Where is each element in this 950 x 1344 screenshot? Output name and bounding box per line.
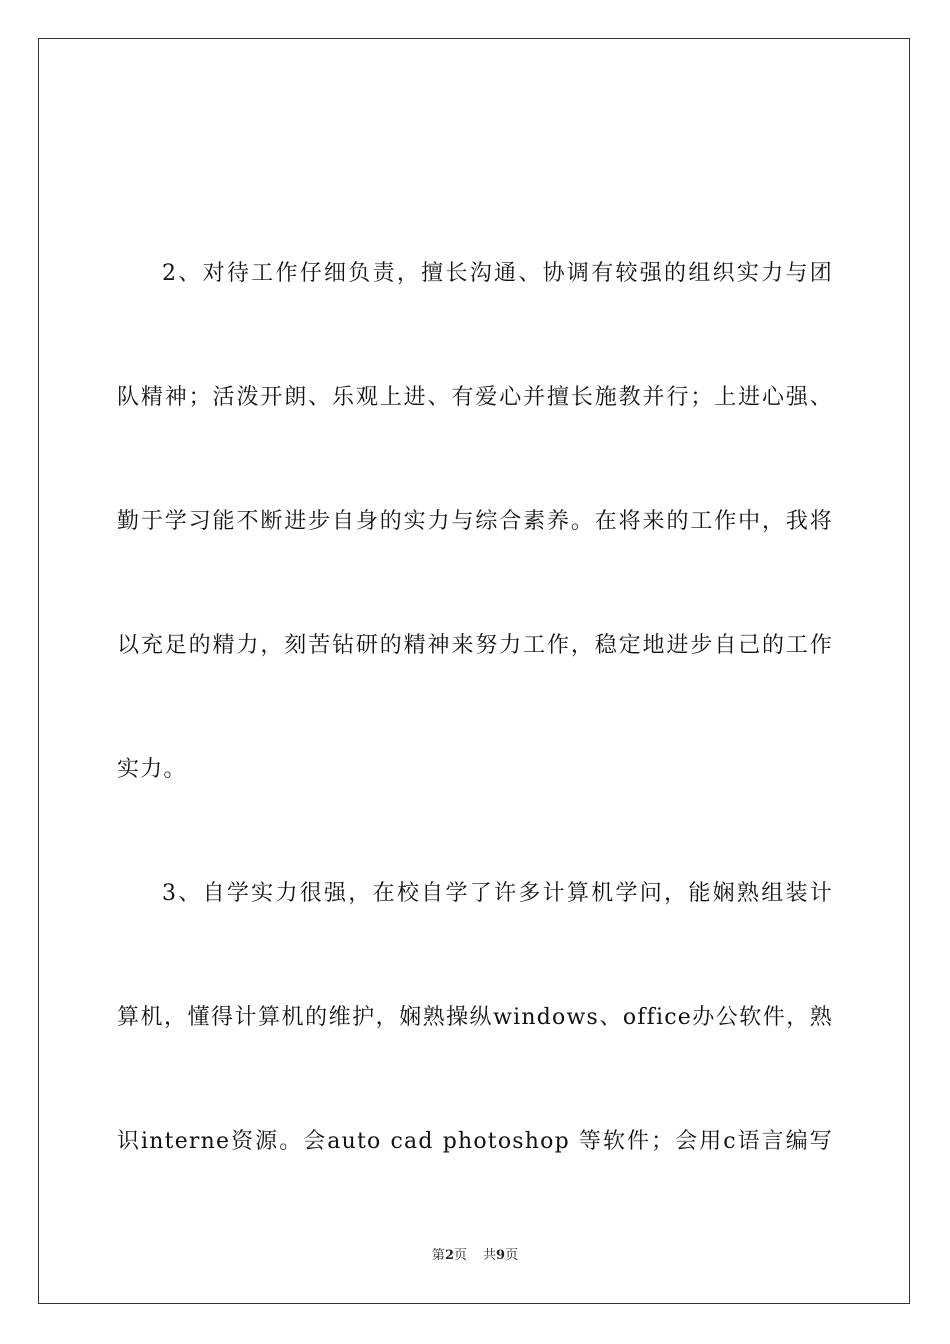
page-suffix: 页 [453, 1248, 467, 1263]
paragraph-line: 勤于学习能不断进步自身的实力与综合素养。在将来的工作中，我将 [117, 509, 833, 534]
paragraph-line: 算机，懂得计算机的维护，娴熟操纵windows、office办公软件，熟 [117, 1005, 833, 1030]
total-prefix: 共 [483, 1248, 497, 1263]
page-footer [0, 1246, 950, 1266]
paragraph-line: 2、对待工作仔细负责，擅长沟通、协调有较强的组织实力与团 [162, 261, 833, 286]
paragraph-line: 以充足的精力，刻苦钻研的精神来努力工作，稳定地进步自己的工作 [117, 633, 833, 658]
paragraph-line: 队精神；活泼开朗、乐观上进、有爱心并擅长施教并行；上进心强、 [117, 385, 833, 410]
page-total: 9 [496, 1248, 506, 1263]
paragraph-line: 3、自学实力很强，在校自学了许多计算机学问，能娴熟组装计 [162, 881, 833, 906]
total-suffix: 页 [505, 1248, 519, 1263]
page-border [38, 38, 910, 1304]
page-prefix: 第 [431, 1248, 445, 1263]
page-current: 2 [444, 1248, 454, 1263]
paragraph-line: 识interne资源。会auto cad photoshop 等软件；会用c语言编写 [117, 1129, 833, 1154]
paragraph-line: 实力。 [117, 757, 187, 782]
